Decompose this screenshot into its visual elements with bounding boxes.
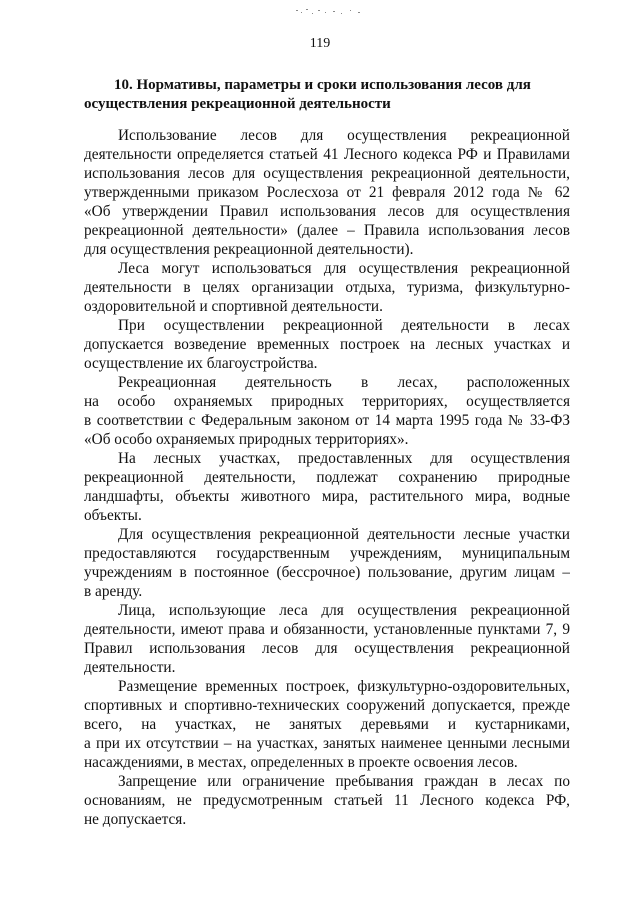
text-line: в аренду. bbox=[84, 583, 143, 600]
paragraph-access-restriction bbox=[84, 772, 570, 829]
text-line: Запрещение или ограничение пребывания граждан в лесах по bbox=[118, 773, 570, 790]
text-line: «Об особо охраняемых природных территориях». bbox=[84, 431, 409, 448]
paragraph-facility-placement bbox=[84, 677, 570, 772]
text-line: основаниям, не предусмотренным статьей 11 Лесного кодекса РФ, bbox=[84, 792, 570, 809]
paragraph-land-provision bbox=[84, 525, 570, 601]
text-line: рекреационной деятельности, подлежат сохранению природные bbox=[84, 469, 570, 486]
text-line: деятельности. bbox=[84, 659, 176, 676]
paragraph-protected-areas bbox=[84, 373, 570, 449]
text-line: ландшафты, объекты животного мира, растительного мира, водные bbox=[84, 488, 570, 505]
text-line: для осуществления рекреационной деятельности). bbox=[84, 241, 414, 258]
text-line: утвержденными приказом Рослесхоза от 21 февраля 2012 года № 62 bbox=[84, 184, 570, 201]
paragraph-temporary-buildings bbox=[84, 316, 570, 373]
paragraph-landscape-preservation bbox=[84, 449, 570, 525]
text-line: всего, на участках, не занятых деревьями и кустарниками, bbox=[84, 716, 570, 733]
text-line: деятельности определяется статьей 41 Лесного кодекса РФ и Правилами bbox=[84, 146, 570, 163]
text-line: Размещение временных построек, физкультурно-оздоровительных, bbox=[118, 678, 570, 695]
text-line: При осуществлении рекреационной деятельности в лесах bbox=[118, 317, 570, 334]
text-line: рекреационной деятельности» (далее – Правила использования лесов bbox=[84, 222, 570, 239]
section-title bbox=[84, 76, 570, 114]
text-line: Рекреационная деятельность в лесах, расположенных bbox=[118, 374, 570, 391]
paragraph-recreation-purposes bbox=[84, 259, 570, 316]
text-line: «Об утверждении Правил использования лесов для осуществления bbox=[84, 203, 570, 220]
text-line: предоставляются государственным учреждениям, муниципальным bbox=[84, 545, 570, 562]
text-line: использования лесов для осуществления рекреационной деятельности, bbox=[84, 165, 570, 182]
paragraph-forest-use-basis bbox=[84, 126, 570, 259]
text-line: деятельности, имеют права и обязанности, установленные пунктами 7, 9 bbox=[84, 621, 570, 638]
text-line: оздоровительной и спортивной деятельности. bbox=[84, 298, 383, 315]
document-body bbox=[84, 126, 570, 829]
text-line: Леса могут использоваться для осуществления рекреационной bbox=[118, 260, 570, 277]
paragraph-user-rights bbox=[84, 601, 570, 677]
text-line: На лесных участках, предоставленных для осуществления bbox=[118, 450, 570, 467]
section-title-line: осуществления рекреационной деятельности bbox=[84, 96, 391, 112]
text-line: осуществление их благоустройства. bbox=[84, 355, 318, 372]
text-line: не допускается. bbox=[84, 811, 187, 828]
section-title-line: 10. Нормативы, параметры и сроки использования лесов для bbox=[114, 77, 531, 93]
text-line: на особо охраняемых природных территориях, осуществляется bbox=[84, 393, 570, 410]
text-line: Использование лесов для осуществления рекреационной bbox=[118, 127, 570, 144]
text-line: деятельности в целях организации отдыха, туризма, физкультурно- bbox=[84, 279, 570, 296]
text-line: допускается возведение временных построек на лесных участках и bbox=[84, 336, 570, 353]
text-line: объекты. bbox=[84, 507, 142, 524]
text-line: насаждениями, в местах, определенных в проекте освоения лесов. bbox=[84, 754, 518, 771]
text-line: а при их отсутствии – на участках, занятых наименее ценными лесными bbox=[84, 735, 570, 752]
page-number: 119 bbox=[309, 36, 331, 51]
text-line: Лица, использующие леса для осуществления рекреационной bbox=[118, 602, 570, 619]
text-line: спортивных и спортивно-технических сооружений допускается, прежде bbox=[84, 697, 570, 714]
text-line: в соответствии с Федеральным законом от 14 марта 1995 года № 33-ФЗ bbox=[84, 412, 570, 429]
text-line: Правил использования лесов для осуществления рекреационной bbox=[84, 640, 570, 657]
text-line: учреждениям в постоянное (бессрочное) пользование, другим лицам – bbox=[84, 564, 570, 581]
text-line: Для осуществления рекреационной деятельности лесные участки bbox=[118, 526, 570, 543]
